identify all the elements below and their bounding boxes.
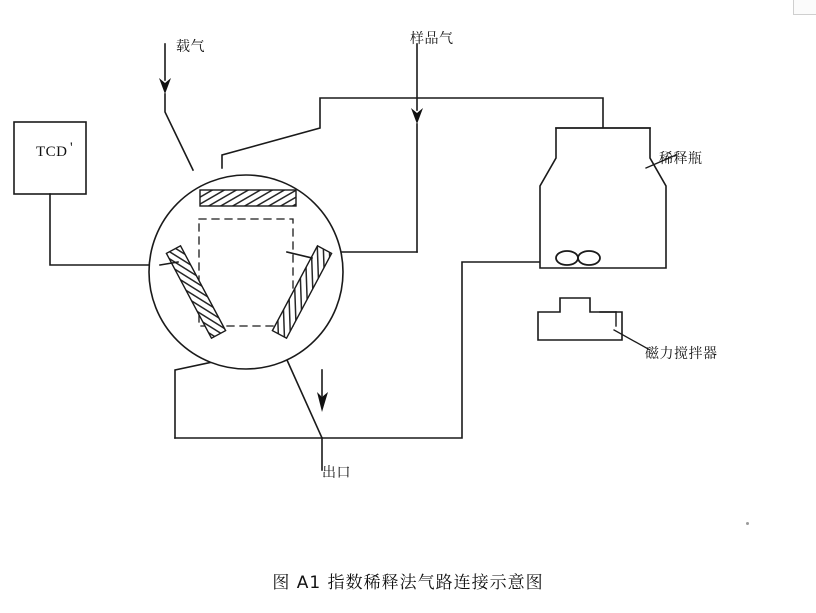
carrier-gas-label: 载气 <box>176 39 205 55</box>
magnetic-stirrer <box>538 298 622 340</box>
sample-loop-top <box>200 190 296 206</box>
tcd-label: TCD <box>36 144 68 160</box>
figure-caption: 图 A1 指数稀释法气路连接示意图 <box>272 573 544 593</box>
page-corner-mark <box>793 0 816 15</box>
tcd-to-valve-line <box>50 194 160 265</box>
magnetic-stirrer-label: 磁力搅拌器 <box>645 346 718 362</box>
dilution-bottle-label: 稀释瓶 <box>659 151 703 167</box>
outlet-label: 出口 <box>322 465 351 481</box>
dilution-bottle <box>540 128 666 268</box>
valve-lower-right-line <box>287 360 322 438</box>
valve-to-outlet-line <box>175 360 222 438</box>
valve-to-bottle-top-line <box>222 98 603 168</box>
tcd-prime-mark: ' <box>70 140 74 156</box>
sample-gas-label: 样品气 <box>410 31 454 47</box>
scan-speck <box>746 522 749 525</box>
carrier-gas-to-valve-line <box>165 94 193 170</box>
